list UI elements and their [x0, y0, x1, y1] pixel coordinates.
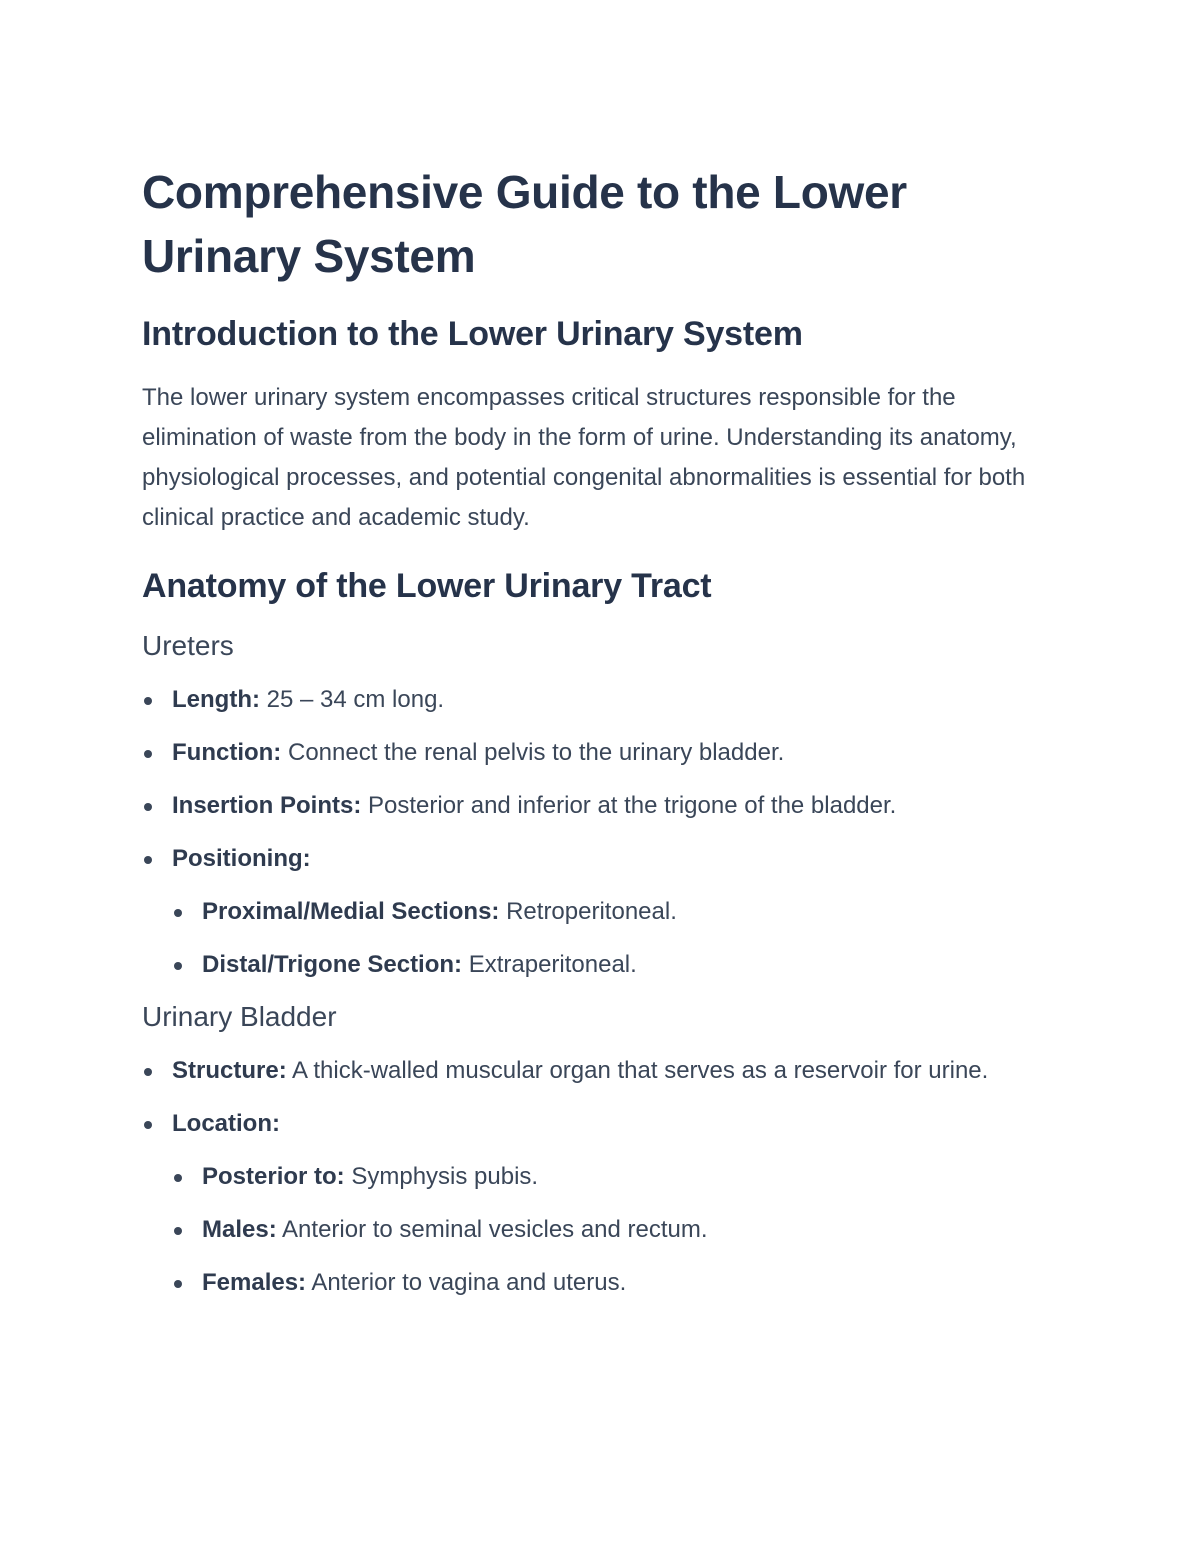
section-heading-introduction: Introduction to the Lower Urinary System: [142, 315, 803, 353]
section-heading-anatomy: Anatomy of the Lower Urinary Tract: [142, 567, 712, 605]
item-text: Symphysis pubis.: [344, 1163, 539, 1190]
item-text: Extraperitoneal.: [462, 951, 637, 978]
location-sublist: [172, 1157, 1072, 1303]
sub-list-item: [172, 1210, 1072, 1250]
page-title: Comprehensive Guide to the Lower Urinary System: [142, 166, 907, 282]
item-label: Posterior to:: [202, 1163, 345, 1190]
bladder-list: [142, 1051, 1072, 1303]
list-item: [142, 786, 1072, 826]
sub-list-item: [172, 1263, 1072, 1303]
list-item: [142, 1051, 1072, 1091]
item-text: Connect the renal pelvis to the urinary bladder.: [281, 739, 785, 766]
positioning-sublist: [172, 892, 1072, 985]
sub-list-item: [172, 892, 1072, 932]
list-item: [142, 680, 1072, 720]
ureters-list: [142, 680, 1072, 985]
item-label: Structure:: [172, 1057, 287, 1084]
sub-list-item: [172, 945, 1072, 985]
subsection-heading-ureters: Ureters: [142, 630, 234, 661]
list-item: [142, 1104, 1072, 1303]
item-text: Posterior and inferior at the trigone of the bladder.: [361, 792, 897, 819]
intro-paragraph: The lower urinary system encompasses critical structures responsible for the elimination of waste from the body in the form of urine. Understanding its anatomy, physiological processes, and potential congenital abnormalities is essential for both clinical practice and academic study.: [142, 384, 1026, 531]
item-label: Males:: [202, 1216, 277, 1243]
item-label: Distal/Trigone Section:: [202, 951, 463, 978]
list-item: [142, 839, 1072, 985]
item-label: Proximal/Medial Sections:: [202, 898, 500, 925]
item-label: Function:: [172, 739, 282, 766]
item-label: Positioning:: [172, 845, 311, 872]
item-label: Insertion Points:: [172, 792, 362, 819]
item-text: Anterior to vagina and uterus.: [306, 1269, 627, 1296]
item-text: A thick-walled muscular organ that serves as a reservoir for urine.: [286, 1057, 989, 1084]
subsection-heading-bladder: Urinary Bladder: [142, 1001, 337, 1032]
item-label: Length:: [172, 686, 260, 713]
list-item: [142, 733, 1072, 773]
item-label: Location:: [172, 1110, 280, 1137]
item-text: 25 – 34 cm long.: [259, 686, 445, 713]
item-label: Females:: [202, 1269, 307, 1296]
sub-list-item: [172, 1157, 1072, 1197]
document-page: [142, 160, 1072, 1316]
item-text: Anterior to seminal vesicles and rectum.: [276, 1216, 708, 1243]
item-text: Retroperitoneal.: [499, 898, 677, 925]
